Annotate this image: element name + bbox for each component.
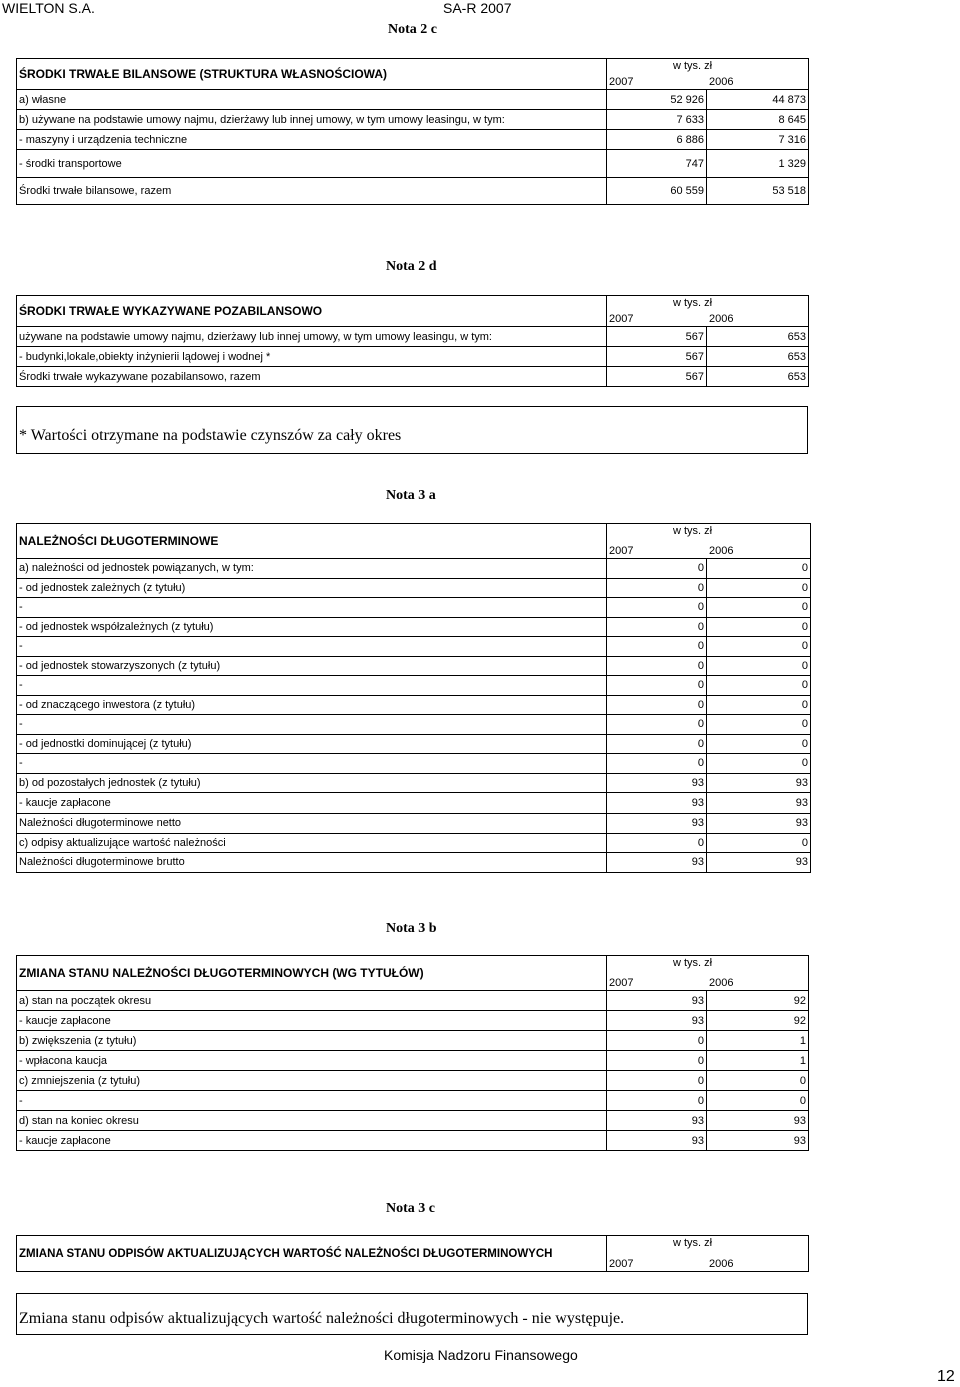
value-2007: 0 (607, 559, 707, 579)
value-2007: 0 (607, 715, 707, 735)
table-row (17, 130, 809, 150)
table-row (17, 715, 811, 735)
nota-3c-note: Zmiana stanu odpisów aktualizujących wartość należności długoterminowych - nie występuje. (16, 1293, 808, 1335)
value-2007: 0 (607, 578, 707, 598)
row-label: - kaucje zapłacone (17, 1011, 607, 1031)
year-2007: 2007 (609, 545, 634, 557)
year-2007: 2007 (609, 1258, 634, 1270)
value-2006: 653 (707, 347, 809, 367)
table-row (17, 695, 811, 715)
value-2007: 0 (607, 1091, 707, 1111)
year-2006: 2006 (709, 313, 734, 325)
table-row (17, 617, 811, 637)
row-label: c) odpisy aktualizujące wartość należności (17, 833, 607, 853)
row-label: - (17, 715, 607, 735)
year-2007: 2007 (609, 313, 634, 325)
row-label: - (17, 754, 607, 774)
value-2006: 0 (707, 734, 811, 754)
unit-year-header (607, 956, 809, 991)
year-2007: 2007 (609, 977, 634, 989)
table-header-row (17, 524, 811, 559)
value-2006: 0 (707, 637, 811, 657)
row-label: - (17, 637, 607, 657)
row-label: Należności długoterminowe brutto (17, 853, 607, 873)
row-label: - od jednostek zależnych (z tytułu) (17, 578, 607, 598)
table-row (17, 676, 811, 696)
value-2006: 0 (707, 656, 811, 676)
value-2006: 0 (707, 833, 811, 853)
row-label: b) od pozostałych jednostek (z tytułu) (17, 773, 607, 793)
value-2007: 0 (607, 754, 707, 774)
row-label: - kaucje zapłacone (17, 793, 607, 814)
value-2006: 7 316 (707, 130, 809, 150)
row-label: Należności długoterminowe netto (17, 814, 607, 834)
table-row (17, 833, 811, 853)
value-2007: 93 (607, 1011, 707, 1031)
table-row (17, 578, 811, 598)
value-2006: 0 (707, 617, 811, 637)
row-label: c) zmniejszenia (z tytułu) (17, 1071, 607, 1091)
unit-label: w tys. zł (673, 1237, 713, 1249)
nota-2c-label: Nota 2 c (388, 22, 437, 37)
table-row (17, 991, 809, 1011)
value-2007: 0 (607, 617, 707, 637)
row-label: - od jednostek współzależnych (z tytułu) (17, 617, 607, 637)
row-label: - wpłacona kaucja (17, 1051, 607, 1071)
value-2006: 8 645 (707, 110, 809, 130)
value-2007: 93 (607, 1131, 707, 1151)
value-2006: 0 (707, 598, 811, 618)
company-name: WIELTON S.A. (2, 0, 95, 16)
nota-2c-title: ŚRODKI TRWAŁE BILANSOWE (STRUKTURA WŁASNOŚCIOWA) (17, 59, 607, 90)
nota-3c-label: Nota 3 c (386, 1201, 435, 1216)
value-2007: 567 (607, 327, 707, 347)
value-2006: 0 (707, 559, 811, 579)
value-2007: 0 (607, 1051, 707, 1071)
value-2007: 567 (607, 347, 707, 367)
value-2006: 0 (707, 578, 811, 598)
table-row (17, 150, 809, 178)
value-2006: 0 (707, 715, 811, 735)
table-row (17, 814, 811, 834)
value-2006: 0 (707, 1091, 809, 1111)
row-label: - od jednostki dominującej (z tytułu) (17, 734, 607, 754)
row-label: Środki trwałe bilansowe, razem (17, 178, 607, 205)
value-2007: 0 (607, 1071, 707, 1091)
year-2006: 2006 (709, 545, 734, 557)
value-2006: 1 (707, 1031, 809, 1051)
table-row (17, 773, 811, 793)
nota-3b-label: Nota 3 b (386, 921, 437, 936)
value-2007: 6 886 (607, 130, 707, 150)
value-2007: 93 (607, 773, 707, 793)
table-row (17, 1131, 809, 1151)
table-row (17, 754, 811, 774)
value-2006: 93 (707, 793, 811, 814)
table-header-row (17, 956, 809, 991)
value-2006: 92 (707, 1011, 809, 1031)
footer-text: Komisja Nadzoru Finansowego (384, 1347, 578, 1363)
table-row (17, 793, 811, 814)
table-row (17, 1071, 809, 1091)
table-row (17, 1011, 809, 1031)
unit-label: w tys. zł (673, 297, 713, 309)
nota-3a-label: Nota 3 a (386, 488, 436, 503)
value-2006: 1 (707, 1051, 809, 1071)
table-row (17, 559, 811, 579)
nota-2d-footnote: * Wartości otrzymane na podstawie czynszów za cały okres (16, 406, 808, 454)
value-2007: 52 926 (607, 90, 707, 110)
value-2006: 93 (707, 814, 811, 834)
value-2006: 93 (707, 773, 811, 793)
table-header-row (17, 296, 809, 327)
table-row (17, 734, 811, 754)
row-label: b) zwiększenia (z tytułu) (17, 1031, 607, 1051)
value-2006: 653 (707, 327, 809, 347)
nota-2d-table (16, 295, 809, 387)
table-row (17, 1031, 809, 1051)
row-label: - (17, 598, 607, 618)
row-label: - maszyny i urządzenia techniczne (17, 130, 607, 150)
value-2007: 93 (607, 793, 707, 814)
value-2006: 53 518 (707, 178, 809, 205)
value-2007: 0 (607, 656, 707, 676)
row-label: d) stan na koniec okresu (17, 1111, 607, 1131)
table-row (17, 853, 811, 873)
row-label: - (17, 1091, 607, 1111)
value-2007: 0 (607, 734, 707, 754)
table-row (17, 110, 809, 130)
table-row (17, 178, 809, 205)
value-2007: 93 (607, 814, 707, 834)
nota-2d-label: Nota 2 d (386, 259, 437, 274)
row-label: - od znaczącego inwestora (z tytułu) (17, 695, 607, 715)
table-row (17, 90, 809, 110)
value-2006: 92 (707, 991, 809, 1011)
row-label: - (17, 676, 607, 696)
nota-3c-title: ZMIANA STANU ODPISÓW AKTUALIZUJĄCYCH WARTOŚĆ NALEŻNOŚCI DŁUGOTERMINOWYCH (17, 1236, 607, 1272)
value-2007: 0 (607, 695, 707, 715)
row-label: - od jednostek stowarzyszonych (z tytułu) (17, 656, 607, 676)
unit-year-header (607, 59, 809, 90)
value-2007: 0 (607, 598, 707, 618)
row-label: Środki trwałe wykazywane pozabilansowo, razem (17, 367, 607, 387)
table-header-row (17, 1236, 809, 1272)
unit-year-header (607, 296, 809, 327)
page-number: 12 (937, 1368, 955, 1385)
row-label: b) używane na podstawie umowy najmu, dzierżawy lub innej umowy, w tym umowy leasingu, w tym: (17, 110, 607, 130)
unit-label: w tys. zł (673, 525, 713, 537)
unit-label: w tys. zł (673, 957, 713, 969)
table-row (17, 598, 811, 618)
value-2007: 567 (607, 367, 707, 387)
nota-2d-title: ŚRODKI TRWAŁE WYKAZYWANE POZABILANSOWO (17, 296, 607, 327)
row-label: a) stan na początek okresu (17, 991, 607, 1011)
nota-3a-title: NALEŻNOŚCI DŁUGOTERMINOWE (17, 524, 607, 559)
row-label: używane na podstawie umowy najmu, dzierżawy lub innej umowy, w tym umowy leasingu, w tym: (17, 327, 607, 347)
value-2007: 0 (607, 1031, 707, 1051)
value-2006: 0 (707, 695, 811, 715)
value-2007: 60 559 (607, 178, 707, 205)
value-2006: 44 873 (707, 90, 809, 110)
row-label: - kaucje zapłacone (17, 1131, 607, 1151)
table-row (17, 656, 811, 676)
table-row (17, 347, 809, 367)
nota-3b-table (16, 955, 809, 1151)
value-2007: 0 (607, 676, 707, 696)
year-2006: 2006 (709, 1258, 734, 1270)
year-2006: 2006 (709, 76, 734, 88)
nota-3b-title: ZMIANA STANU NALEŻNOŚCI DŁUGOTERMINOWYCH (WG TYTUŁÓW) (17, 956, 607, 991)
row-label: - budynki,lokale,obiekty inżynierii lądowej i wodnej * (17, 347, 607, 367)
nota-2c-table (16, 58, 809, 205)
nota-3a-table (16, 523, 811, 873)
table-row (17, 327, 809, 347)
unit-year-header (607, 524, 811, 559)
nota-3c-table (16, 1235, 809, 1272)
year-2006: 2006 (709, 977, 734, 989)
unit-label: w tys. zł (673, 60, 713, 72)
report-code: SA-R 2007 (443, 0, 512, 16)
value-2007: 93 (607, 991, 707, 1011)
value-2007: 7 633 (607, 110, 707, 130)
value-2006: 0 (707, 676, 811, 696)
row-label: - środki transportowe (17, 150, 607, 178)
value-2006: 93 (707, 1111, 809, 1131)
value-2007: 747 (607, 150, 707, 178)
table-row (17, 367, 809, 387)
value-2007: 93 (607, 853, 707, 873)
value-2007: 93 (607, 1111, 707, 1131)
table-row (17, 1051, 809, 1071)
value-2007: 0 (607, 637, 707, 657)
value-2007: 0 (607, 833, 707, 853)
value-2006: 0 (707, 1071, 809, 1091)
unit-year-header (607, 1236, 809, 1272)
value-2006: 93 (707, 1131, 809, 1151)
table-row (17, 1111, 809, 1131)
row-label: a) własne (17, 90, 607, 110)
value-2006: 0 (707, 754, 811, 774)
table-header-row (17, 59, 809, 90)
value-2006: 1 329 (707, 150, 809, 178)
value-2006: 653 (707, 367, 809, 387)
value-2006: 93 (707, 853, 811, 873)
table-row (17, 1091, 809, 1111)
table-row (17, 637, 811, 657)
row-label: a) należności od jednostek powiązanych, w tym: (17, 559, 607, 579)
year-2007: 2007 (609, 76, 634, 88)
